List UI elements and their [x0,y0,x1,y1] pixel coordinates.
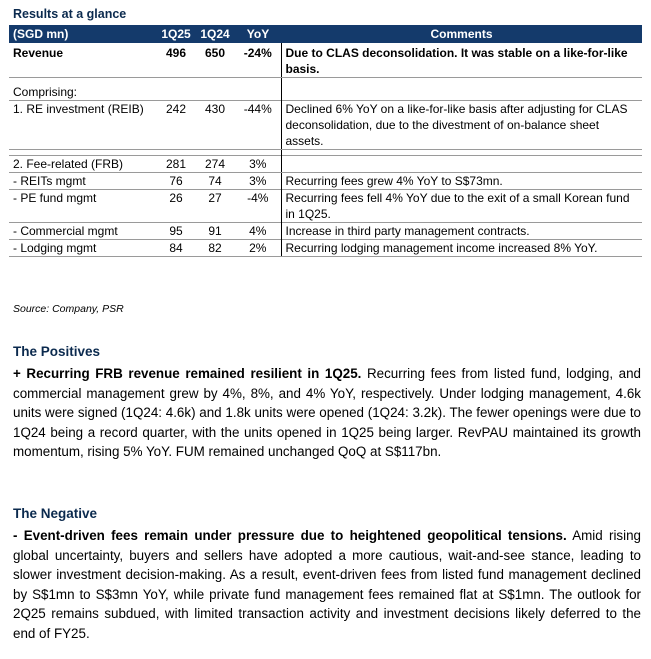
table-row-lodging [9,239,642,256]
row-1q24: 91 [195,222,235,239]
row-comment: Recurring lodging management income increased 8% YoY. [281,239,642,256]
negative-lead: - Event-driven fees remain under pressure due to heightened geopolitical tensions. [13,528,567,543]
row-comment: Declined 6% YoY on a like-for-like basis after adjusting for CLAS deconsolidation, due to the divestment of on-balance sheet assets. [281,100,642,149]
positives-body: Recurring fees from listed fund, lodging, and commercial management grew by 4%, 8%, and 4% YoY, respectively. Under lodging management, 4.6k units were signed (1Q24: 4.6k) and 1.8k units were opened (1Q24: 3.2k). The fewer openings were due to 1Q24 being a record quarter, with the units opened in 1Q25 being larger. RevPAU maintained its growth momentum, rising 5% YoY. FUM remained unchanged QoQ at S$117bn. [13,366,641,460]
row-yoy: -4% [235,189,281,222]
table-row-pe [9,189,642,222]
header-1q24: 1Q24 [195,25,235,43]
row-yoy: 4% [235,222,281,239]
table-row-revenue [9,43,642,78]
row-yoy: -44% [235,100,281,149]
row-yoy: 3% [235,155,281,172]
negative-paragraph [13,526,641,644]
table-row-reits [9,172,642,189]
positives-paragraph [13,364,641,462]
row-label: - PE fund mgmt [9,189,157,222]
row-1q25: 84 [157,239,195,256]
row-label: - Commercial mgmt [9,222,157,239]
row-yoy: -24% [235,43,281,78]
table-source: Source: Company, PSR [13,303,124,315]
row-comment: Recurring fees grew 4% YoY to S$73mn. [281,172,642,189]
row-yoy: 3% [249,173,267,188]
table-title: Results at a glance [13,7,127,21]
row-label: Revenue [9,43,157,78]
row-1q25: 496 [157,43,195,78]
row-yoy: 2% [235,239,281,256]
results-table [9,25,642,257]
row-1q25: 281 [157,155,195,172]
table-row-reib [9,100,642,149]
table-row-comprising [9,84,642,101]
header-comments: Comments [281,25,642,43]
row-1q24: 27 [195,189,235,222]
row-1q25: 95 [157,222,195,239]
row-comment [281,155,642,172]
row-1q24: 650 [195,43,235,78]
header-unit: (SGD mn) [9,25,157,43]
row-1q24: 82 [195,239,235,256]
row-comment: Recurring fees fell 4% YoY due to the exit of a small Korean fund in 1Q25. [281,189,642,222]
header-1q25: 1Q25 [157,25,195,43]
row-label: - REITs mgmt [13,173,86,188]
row-1q25: 26 [157,189,195,222]
table-row-frb [9,155,642,172]
header-yoy: YoY [235,25,281,43]
row-comment: Due to CLAS deconsolidation. It was stable on a like-for-like basis. [281,43,642,78]
positives-lead: + Recurring FRB revenue remained resilient in 1Q25. [13,366,362,381]
row-comment: Increase in third party management contracts. [281,222,642,239]
row-label: 1. RE investment (REIB) [9,100,157,149]
row-label: Comprising: [13,84,78,99]
row-1q25: 242 [157,100,195,149]
row-1q24: 74 [208,173,222,188]
row-label: - Lodging mgmt [9,239,157,256]
row-1q25: 76 [169,173,183,188]
table-row-commercial [9,222,642,239]
table-header-row [9,25,642,43]
negative-heading: The Negative [13,506,98,521]
negative-body: Amid rising global uncertainty, buyers and sellers have adopted a more cautious, wait-and-see stance, leading to slower investment decision-making. As a result, event-driven fees from listed fund management declined by S$1mn to S$3mn YoY, while private fund management fees remained flat at S$1mn. The outlook for 2Q25 remains subdued, with limited transaction activity and investment decisions likely deferred to the end of FY25. [13,528,641,641]
row-1q24: 430 [195,100,235,149]
positives-heading: The Positives [13,344,101,359]
row-label: 2. Fee-related (FRB) [9,155,157,172]
row-1q24: 274 [195,155,235,172]
